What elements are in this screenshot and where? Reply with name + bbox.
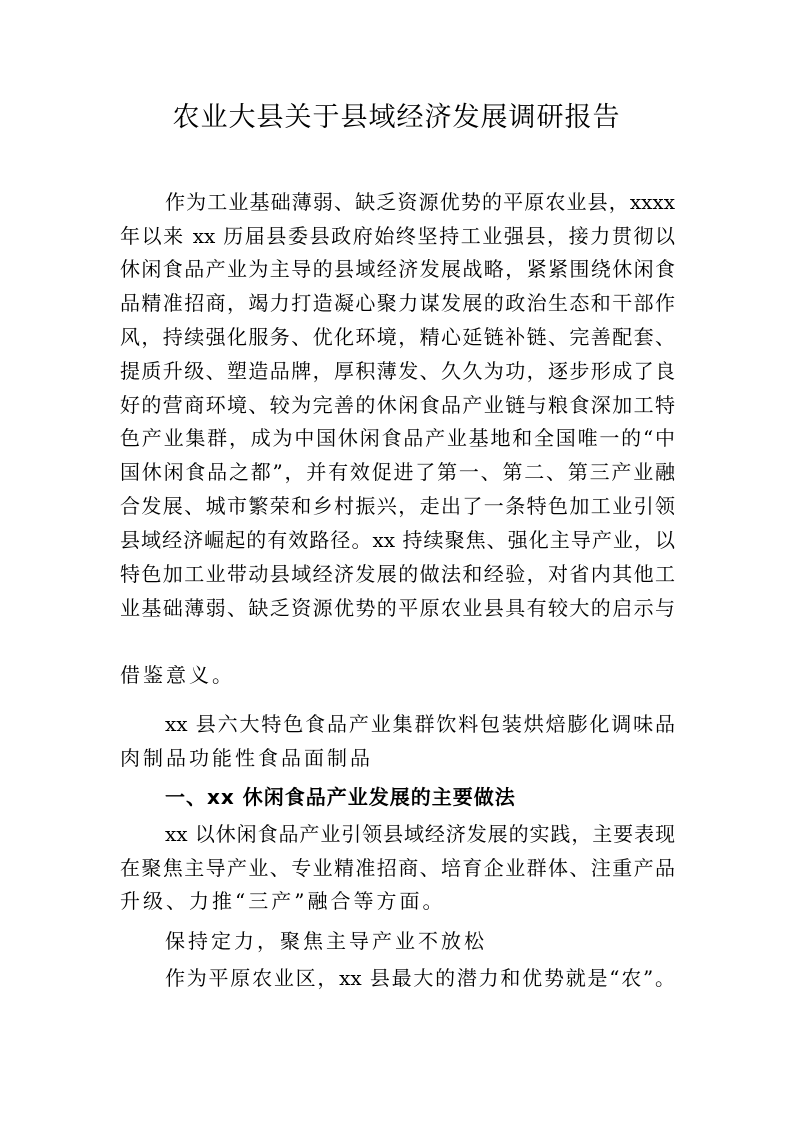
text-line: 风，持续强化服务、优化环境，精心延链补链、完善配套、 — [120, 325, 675, 349]
text-line: 色产业集群，成为中国休闲食品产业基地和全国唯一的“中 — [120, 426, 675, 450]
text-line: xx 以休闲食品产业引领县域经济发展的实践，主要表现 — [165, 822, 675, 846]
text-line: 好的营商环境、较为完善的休闲食品产业链与粮食深加工特 — [120, 393, 675, 417]
subheading: 保持定力，聚焦主导产业不放松 — [165, 929, 487, 953]
document-title: 农业大县关于县域经济发展调研报告 — [172, 102, 621, 133]
text-line: 借鉴意义。 — [120, 663, 235, 687]
section-heading: 一、xx 休闲食品产业发展的主要做法 — [165, 785, 516, 809]
text-line: 业基础薄弱、缺乏资源优势的平原农业县具有较大的启示与 — [120, 596, 675, 620]
text-line: 年以来 xx 历届县委县政府始终坚持工业强县，接力贯彻以 — [120, 224, 675, 248]
text-line: 作为工业基础薄弱、缺乏资源优势的平原农业县，xxxx — [165, 190, 675, 214]
text-line: 合发展、城市繁荣和乡村振兴，走出了一条特色加工业引领 — [120, 494, 675, 518]
text-line: 国休闲食品之都”，并有效促进了第一、第二、第三产业融 — [120, 460, 675, 484]
text-line: 休闲食品产业为主导的县域经济发展战略，紧紧围绕休闲食 — [120, 257, 675, 281]
text-line: 提质升级、塑造品牌，厚积薄发、久久为功，逐步形成了良 — [120, 359, 675, 383]
text-line: 品精准招商，竭力打造凝心聚力谋发展的政治生态和干部作 — [120, 291, 675, 315]
text-line: 特色加工业带动县域经济发展的做法和经验，对省内其他工 — [120, 562, 675, 586]
text-line: 升级、力推“三产”融合等方面。 — [120, 889, 446, 913]
text-line: 县域经济崛起的有效路径。xx 持续聚焦、强化主导产业，以 — [120, 528, 675, 552]
text-line: 在聚焦主导产业、专业精准招商、培育企业群体、注重产品 — [120, 856, 675, 880]
text-line: xx 县六大特色食品产业集群饮料包装烘焙膨化调味品 — [165, 712, 675, 736]
text-line: 作为平原农业区，xx 县最大的潜力和优势就是“农”。 — [165, 966, 675, 990]
text-line: 肉制品功能性食品面制品 — [120, 746, 373, 770]
